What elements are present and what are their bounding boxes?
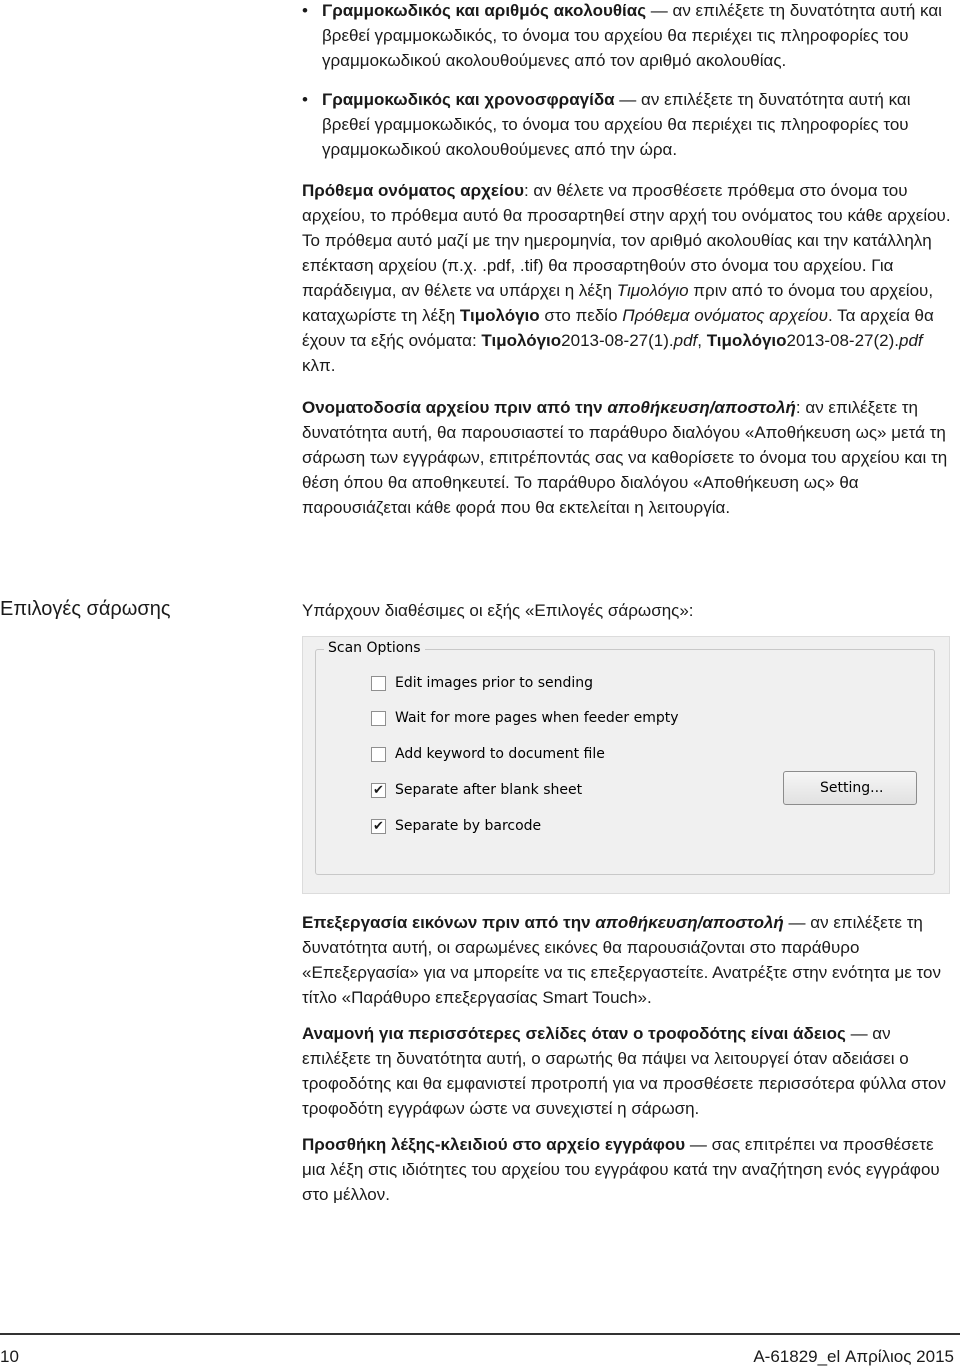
- bullet-term: Γραμμοκωδικός και χρονοσφραγίδα: [322, 90, 615, 109]
- description-term-text: Επεξεργασία εικόνων πριν από την: [302, 913, 596, 932]
- checkbox-add-keyword[interactable]: [371, 747, 386, 762]
- prefix-extension: pdf: [898, 331, 923, 350]
- option-edit-images[interactable]: [371, 673, 593, 693]
- option-label: Edit images prior to sending: [395, 675, 594, 691]
- prefix-text: ,: [697, 331, 707, 350]
- document-id: A-61829_el Απρίλιος 2015: [753, 1347, 954, 1366]
- description-add-keyword: [302, 1132, 952, 1207]
- prefix-text: . Τα αρχεία θα έχουν τα εξής ονόματα:: [302, 306, 934, 350]
- bullet-text: — αν επιλέξετε τη δυνατότητα αυτή και βρεθεί γραμμοκωδικός, το όνομα του αρχείου θα περιέχει τις πληροφορίες του γραμμοκωδικού ακολουθούμενες από τον αριθμό ακολουθίας.: [322, 1, 942, 70]
- description-term-italic: αποθήκευση/αποστολή: [595, 913, 784, 932]
- checkbox-wait-more-pages[interactable]: [371, 711, 386, 726]
- prefix-text: 2013-08-27(1).: [561, 331, 674, 350]
- setting-button[interactable]: Setting...: [783, 771, 917, 805]
- bullet-barcode-sequence: [302, 0, 952, 73]
- lower-content: [302, 910, 952, 1207]
- description-term: Αναμονή για περισσότερες σελίδες όταν ο τροφοδότης είναι άδειος: [302, 1024, 846, 1043]
- naming-term: [302, 398, 796, 417]
- description-text: — σας επιτρέπει να προσθέσετε μια λέξη στις ιδιότητες του αρχείου του εγγράφου κατά την αναζήτηση ενός εγγράφου στο μέλλον.: [302, 1135, 940, 1204]
- description-text: — αν επιλέξετε τη δυνατότητα αυτή, ο σαρωτής θα πάψει να λειτουργεί όταν αδειάσει ο τροφοδότης και θα εμφανιστεί προτροπή για να προσθέσετε περισσότερα φύλλα στον τροφοδότη εγγράφων ώστε να συνεχιστεί η σάρωση.: [302, 1024, 946, 1118]
- filename-prefix-paragraph: [302, 178, 952, 378]
- page-number: 10: [0, 1347, 19, 1366]
- footer-rule: [0, 1333, 960, 1335]
- checkmark-icon: ✔: [373, 818, 384, 834]
- prefix-text: : αν θέλετε να προσθέσετε πρόθεμα στο όνομα του αρχείου, το πρόθεμα αυτό θα προσαρτηθεί στην αρχή του ονόματος του κάθε αρχείου. Το πρόθεμα αυτό μαζί με την ημερομηνία, τον αριθμό ακολουθίας και την κατάλληλη επέκταση αρχείου (π.χ. .pdf, .tif) θα προσαρτηθούν στο όνομα του αρχείου. Για παράδειγμα, αν θέλετε να υπάρχει η λέξη: [302, 181, 951, 300]
- description-edit-images: [302, 910, 952, 1010]
- option-label: Add keyword to document file: [395, 746, 605, 762]
- checkbox-separate-barcode[interactable]: [371, 819, 386, 834]
- checkbox-edit-images[interactable]: [371, 676, 386, 691]
- group-legend: Scan Options: [324, 640, 425, 656]
- prefix-text: 2013-08-27(2).: [786, 331, 899, 350]
- bullet-term: Γραμμοκωδικός και αριθμός ακολουθίας: [322, 1, 647, 20]
- option-separate-blank[interactable]: [371, 780, 582, 800]
- description-term: Προσθήκη λέξης-κλειδιού στο αρχείο εγγράφου: [302, 1135, 686, 1154]
- option-label: Wait for more pages when feeder empty: [395, 710, 679, 726]
- bullet-text: — αν επιλέξετε τη δυνατότητα αυτή και βρεθεί γραμμοκωδικός, το όνομα του αρχείου θα περιέχει τις πληροφορίες του γραμμοκωδικού ακολουθούμενες από την ώρα.: [322, 90, 911, 159]
- bullet-barcode-timestamp: [302, 87, 952, 162]
- section-intro: Υπάρχουν διαθέσιμες οι εξής «Επιλογές σάρωσης»:: [302, 601, 694, 620]
- scan-options-dialog: [302, 636, 950, 894]
- description-wait-pages: [302, 1021, 952, 1121]
- prefix-field-name: Πρόθεμα ονόματος αρχείου: [622, 306, 828, 325]
- prefix-term: Πρόθεμα ονόματος αρχείου: [302, 181, 524, 200]
- prefix-example-bold: Τιμολόγιο: [706, 331, 787, 350]
- option-separate-barcode[interactable]: [371, 816, 541, 836]
- description-term: [302, 913, 784, 932]
- option-label: Separate after blank sheet: [395, 782, 583, 798]
- option-wait-more-pages[interactable]: [371, 708, 679, 728]
- naming-term-text: Ονοματοδοσία αρχείου πριν από την: [302, 398, 608, 417]
- checkmark-icon: ✔: [373, 782, 384, 798]
- section-title: Επιλογές σάρωσης: [0, 598, 171, 620]
- prefix-text: στο πεδίο: [539, 306, 623, 325]
- description-text: — αν επιλέξετε τη δυνατότητα αυτή, οι σαρωμένες εικόνες θα παρουσιάζονται στο παράθυρο «Επεξεργασία» για να μπορείτε να τις επεξεργαστείτε. Ανατρέξτε στην ενότητα με τον τίτλο «Παράθυρο επεξεργασίας Smart Touch».: [302, 913, 941, 1007]
- naming-before-save-paragraph: [302, 395, 952, 520]
- upper-content: [302, 0, 952, 520]
- prefix-example-bold: Τιμολόγιο: [459, 306, 540, 325]
- prefix-example-bold: Τιμολόγιο: [481, 331, 562, 350]
- prefix-text: πριν από το όνομα του αρχείου, καταχωρίστε τη λέξη: [302, 281, 934, 325]
- prefix-text: κλπ.: [302, 356, 336, 375]
- prefix-extension: pdf: [673, 331, 698, 350]
- naming-term-italic: αποθήκευση/αποστολή: [607, 398, 796, 417]
- option-add-keyword[interactable]: [371, 744, 605, 764]
- naming-text: : αν επιλέξετε τη δυνατότητα αυτή, θα παρουσιαστεί το παράθυρο διαλόγου «Αποθήκευση ως» μετά τη σάρωση των εγγράφων, επιτρέποντάς σας να καθορίσετε το όνομα του αρχείου και τη θέση όπου θα αποθηκευτεί. Το παράθυρο διαλόγου «Αποθήκευση ως» θα παρουσιάζεται κάθε φορά που θα εκτελείται η λειτουργία.: [302, 398, 948, 517]
- checkbox-separate-blank[interactable]: [371, 783, 386, 798]
- prefix-example-italic: Τιμολόγιο: [616, 281, 689, 300]
- option-label: Separate by barcode: [395, 818, 542, 834]
